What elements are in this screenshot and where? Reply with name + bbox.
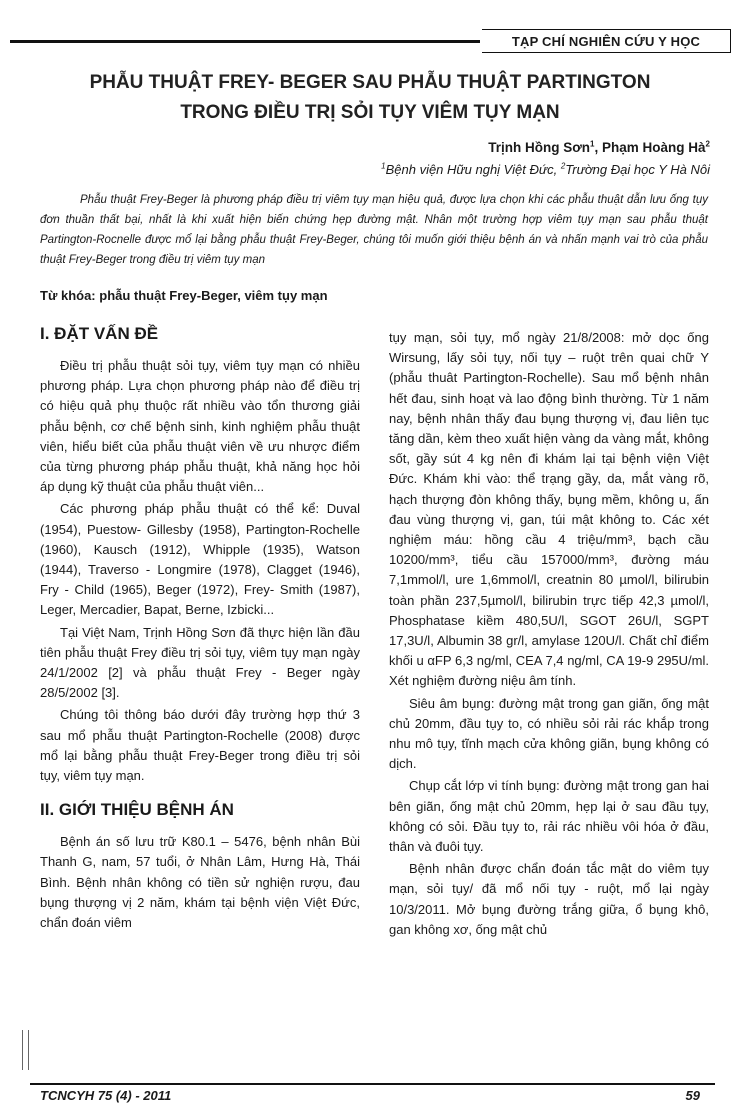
case-paragraph: Bệnh nhân được chẩn đoán tắc mật do viêm tụy mạn, sỏi tụy/ đã mổ nối tụy - ruột, mổ lại ngày 10/3/2011. Mở bụng đường trắng giữa, ổ bụng khô, gan không xơ, ống mật chủ xyxy=(389,861,709,937)
footer-rule xyxy=(30,1083,715,1085)
section-1-paragraph: Điều trị phẫu thuật sỏi tụy, viêm tụy mạn có nhiều phương pháp. Lựa chọn phương pháp nào để điều trị có hiệu quả phụ thuộc rất nhiều vào tổn thương giải phẫu bệnh, cơ chế bệnh sinh, kinh nghiệm phẫu thuật viên, hiểu biết của phẫu thuật viên về ưu nhược điểm của từng phương pháp phẫu thuật, khả năng học hỏi áp dụng kỹ thuật của phẫu thuật viên... xyxy=(40,358,360,495)
title-line-2: TRONG ĐIỀU TRỊ SỎI TỤY VIÊM TỤY MẠN xyxy=(180,102,560,123)
journal-name: TẠP CHÍ NGHIÊN CỨU Y HỌC xyxy=(482,29,731,53)
right-column xyxy=(389,328,709,942)
section-2-paragraph: Bệnh án số lưu trữ K80.1 – 5476, bệnh nhân Bùi Thanh G, nam, 57 tuổi, ở Nhân Lâm, Hưng Hà, Thái Bình. Bệnh nhân không có tiền sử nghiện rượu, đau bụng thượng vị 2 năm, khám tại bệnh viện Việt Đức, chẩn đoán viêm xyxy=(40,834,360,931)
article-title xyxy=(30,68,710,128)
case-paragraph: Siêu âm bụng: đường mật trong gan giãn, ống mật chủ 20mm, đầu tụy to, có nhiều sỏi rải rác khắp trong nhu mô tụy, tĩnh mạch cửa không giãn, bụng không có dịch. xyxy=(389,695,709,772)
affil-1-sup: 1 xyxy=(381,161,386,171)
margin-mark xyxy=(28,1030,29,1070)
affiliations xyxy=(381,162,710,177)
author-sep: , xyxy=(594,140,603,155)
affil-1: Bệnh viện Hữu nghị Việt Đức, xyxy=(385,162,561,177)
title-line-1: PHẪU THUẬT FREY- BEGER SAU PHẪU THUẬT PARTINGTON xyxy=(89,72,651,93)
author-2-sup: 2 xyxy=(705,139,710,149)
author-2: Phạm Hoàng Hà xyxy=(602,140,706,155)
author-1: Trịnh Hồng Sơn xyxy=(488,140,591,155)
section-1-paragraph: Chúng tôi thông báo dưới đây trường hợp thứ 3 sau mổ phẫu thuật Partington-Rochelle (2008) được mổ lại bằng phẫu thuật Frey-Beger trong điều trị sỏi tụy, viêm tụy mạn. xyxy=(40,707,360,784)
section-2-heading: II. GIỚI THIỆU BỆNH ÁN xyxy=(40,800,234,820)
footer-citation: TCNCYH 75 (4) - 2011 xyxy=(40,1088,172,1103)
case-paragraph: tụy mạn, sỏi tụy, mổ ngày 21/8/2008: mở dọc ống Wirsung, lấy sỏi tụy, nối tụy – ruột trên quai chữ Y (phẫu thuât Partington-Rochelle). Sau mổ bệnh nhân hết đau, sinh hoạt và lao động bình thường. Từ 1 năm nay, bệnh nhân thấy đau bụng thượng vị, đau liên tục tăng dần, kèm theo xuất hiện vàng da vàng mắt, không sốt, gầy sút 4 kg nên đi khám lại tại bệnh viện Việt Đức. Khám khi vào: thể trạng gầy, da, mắt vàng rõ, hạch thượng đòn không thấy, bụng mềm, không u, ấn đau vùng thượng vị, gan, túi mật không to. Các xét nghiệm máu: hồng cầu 4 triệu/mm³, bạch cầu 10200/mm³, tiểu cầu 157000/mm³, đường máu 7,1mmol/l, ure 1,6mmol/l, creatnin 80 µmol/l, bilirubin toàn phần 237,5µmol/l, bilirubin trực tiếp 42,3 µmol/l, Phosphatase kiềm 480,5U/l, SGOT 26U/l, SGPT 17,3U/l, Albumin 38 gr/l, amylase 120U/l. Chất chỉ điểm khối u αFP 6,3 ng/ml, CEA 7,4 ng/ml, CA 19-9 295U/ml. Xét nghiệm đường niệu âm tính. xyxy=(389,330,709,689)
affil-2-sup: 2 xyxy=(560,161,566,171)
section-1-paragraph: Tại Việt Nam, Trịnh Hồng Sơn đã thực hiện lần đầu tiên phẫu thuật Frey điều trị sỏi tụy, viêm tụy mạn ngày 24/1/2002 [2] và phẫu thuật Frey - Beger ngày 28/5/2002 [3]. xyxy=(40,624,360,701)
case-paragraph: Chụp cắt lớp vi tính bụng: đường mật trong gan hai bên giãn, ống mật chủ 20mm, hẹp lại ở sau đầu tụy, không có sỏi. Đầu tụy to, rải rác nhiều vôi hóa ở đầu, thân và đuôi tụy. xyxy=(389,778,709,855)
abstract: Phẫu thuật Frey-Beger là phương pháp điều trị viêm tụy mạn hiệu quả, được lựa chọn khi các phẫu thuật dẫn lưu ống tụy đơn thuần thất bại, nhất là khi xuất hiện biến chứng hẹp đường mật. Nhân một trường hợp viêm tụy mạn sau phẫu thuật Partington-Rocnelle được mổ lại bằng phẫu thuật Frey-Beger, chúng tôi muốn giới thiệu bệnh án và nhấn mạnh vai trò của phẫu thuật Frey-Beger trong điều trị viêm tụy mạn xyxy=(40,194,708,266)
author-1-sup: 1 xyxy=(590,139,595,149)
left-column xyxy=(40,322,360,935)
margin-mark xyxy=(22,1030,23,1070)
header-rule xyxy=(10,40,480,43)
keywords: Từ khóa: phẫu thuật Frey-Beger, viêm tụy mạn xyxy=(40,288,328,303)
page-number: 59 xyxy=(685,1088,700,1103)
section-1-paragraph: Các phương pháp phẫu thuật có thể kể: Duval (1954), Puestow- Gillesby (1958), Partington-Rochelle (1960), Kausch (1912), Whipple (1935), Watson (1944), Traverso - Longmire (1978), Clagget (1946), Fry - Child (1965), Beger (1972), Frey- Smith (1987), Leger, Mercadier, Bapat, Berne, Izbicki... xyxy=(40,501,360,618)
section-1-heading: I. ĐẶT VẤN ĐỀ xyxy=(40,324,159,343)
author-list xyxy=(488,140,710,155)
affil-2: Trường Đại học Y Hà Nôi xyxy=(565,162,710,177)
